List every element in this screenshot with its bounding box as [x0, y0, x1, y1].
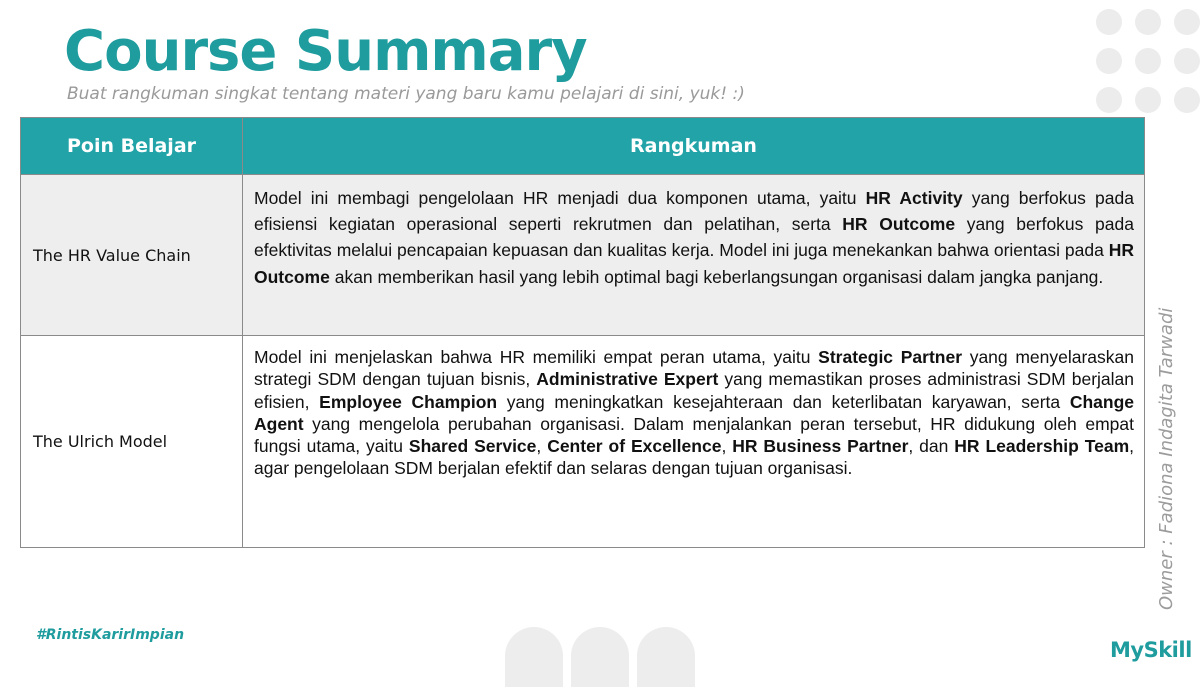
- decor-dot: [1174, 9, 1200, 35]
- key-term: HR Business Partner: [732, 436, 909, 457]
- decorative-dot-grid: [1096, 9, 1200, 113]
- summary-table: [20, 117, 1145, 548]
- decor-dot: [1174, 87, 1200, 113]
- decor-dot: [1174, 48, 1200, 74]
- column-header-points: Poin Belajar: [21, 118, 243, 175]
- key-term: Employee Champion: [319, 391, 498, 412]
- summary-cell: [243, 175, 1145, 336]
- page-title: Course Summary: [64, 19, 587, 84]
- table-row: [21, 175, 1145, 336]
- decor-dot: [1096, 9, 1122, 35]
- key-term: Center of Excellence: [547, 436, 722, 457]
- decor-arch: [505, 627, 563, 687]
- owner-credit: Owner : Fadiona Indagita Tarwadi: [1156, 307, 1177, 610]
- decor-arch: [571, 627, 629, 687]
- key-term: Strategic Partner: [818, 347, 963, 367]
- decor-dot: [1096, 48, 1122, 74]
- table-row: [21, 336, 1145, 548]
- summary-text: Model ini menjelaskan bahwa HR memiliki empat peran utama, yaitu Strategic Partner yang menyelaraskan strategi SDM dengan tujuan bisnis, Administrative Expert yang memastikan proses administrasi SDM berjalan efisien, Employee Champion yang meningkatkan kesejahteraan dan keterlibatan karyawan, serta Change Agent yang mengelola perubahan organisasi. Dalam menjalankan peran tersebut, HR didukung oleh empat fungsi utama, yaitu Shared Service, Center of Excellence, HR Business Partner, dan HR Leadership Team, agar pengelolaan SDM berjalan efektif dan selaras dengan tujuan organisasi.: [254, 347, 1135, 479]
- decor-dot: [1096, 87, 1122, 113]
- decor-dot: [1135, 87, 1161, 113]
- table-header-row: [21, 118, 1145, 175]
- myskill-logo: MySkill: [1110, 638, 1192, 662]
- key-term: HR Leadership Team: [954, 436, 1130, 457]
- key-term: HR Activity: [865, 188, 963, 208]
- key-term: Change Agent: [254, 391, 1135, 434]
- decor-dot: [1135, 48, 1161, 74]
- summary-cell: [243, 336, 1145, 548]
- summary-text: Model ini membagi pengelolaan HR menjadi dua komponen utama, yaitu HR Activity yang berfokus pada efisiensi kegiatan operasional seperti rekrutmen dan pelatihan, serta HR Outcome yang berfokus pada efektivitas melalui pencapaian kepuasan dan kualitas kerja. Model ini juga menekankan bahwa orientasi pada HR Outcome akan memberikan hasil yang lebih optimal bagi keberlangsungan organisasi dalam jangka panjang.: [254, 188, 1134, 287]
- key-term: Administrative Expert: [536, 369, 719, 390]
- point-cell: The Ulrich Model: [21, 336, 243, 548]
- decor-dot: [1135, 9, 1161, 35]
- column-header-summary: Rangkuman: [243, 118, 1145, 175]
- page-subtitle: Buat rangkuman singkat tentang materi yang baru kamu pelajari di sini, yuk! :): [67, 84, 745, 104]
- key-term: HR Outcome: [842, 214, 956, 235]
- decor-arch: [637, 627, 695, 687]
- key-term: HR Outcome: [254, 240, 1134, 287]
- key-term: Shared Service: [408, 436, 537, 457]
- point-cell: The HR Value Chain: [21, 175, 243, 336]
- decorative-arches: [505, 627, 695, 679]
- hashtag-label: #RintisKarirImpian: [36, 627, 185, 643]
